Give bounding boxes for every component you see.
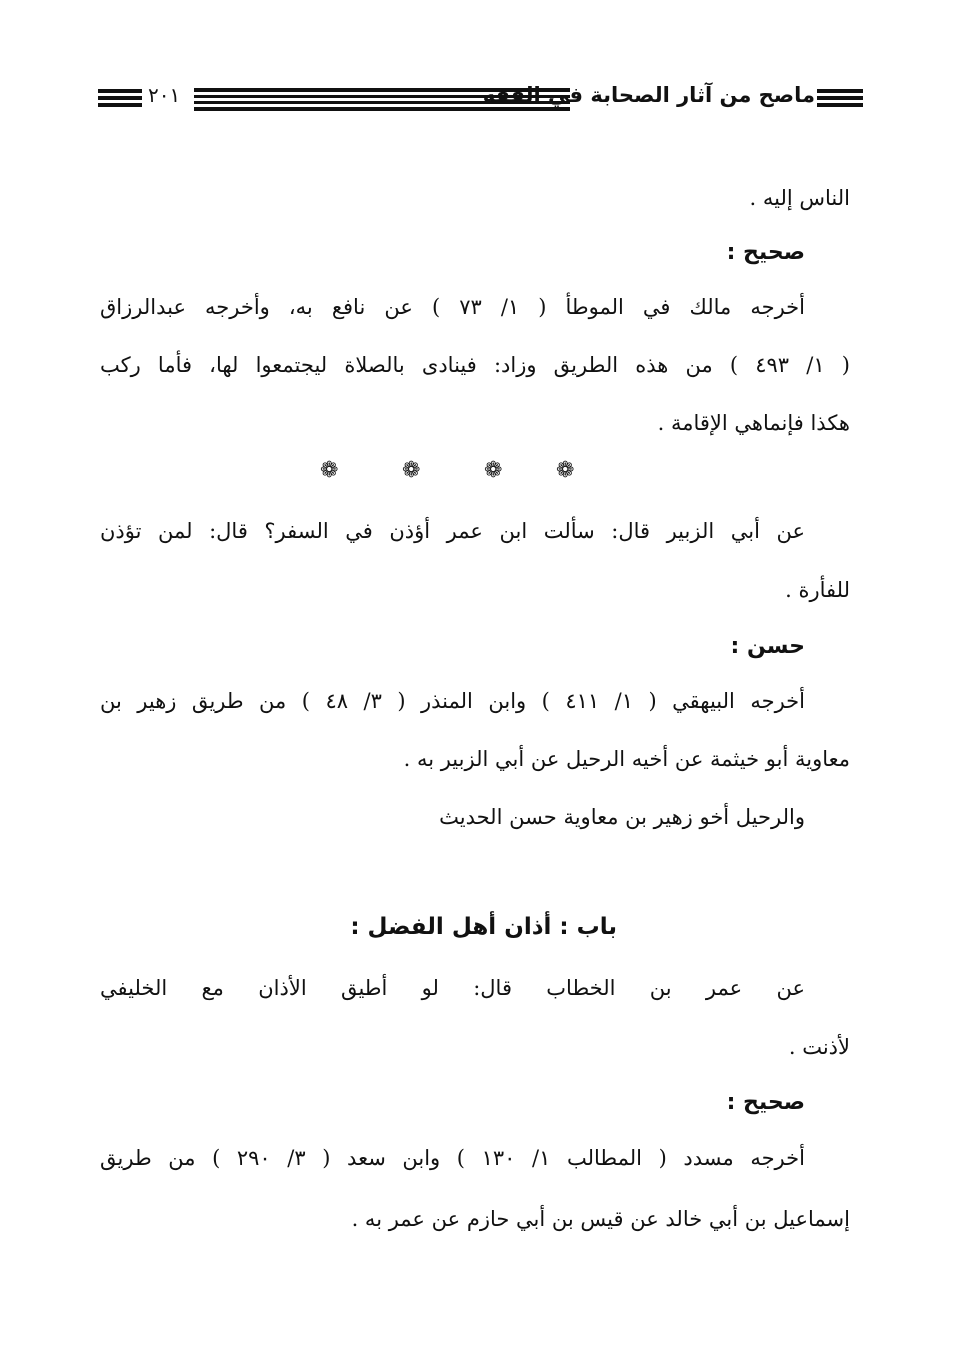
body-line: عن أبي الزبير قال: سألت ابن عمر أؤذن في السفر؟ قال: لمن تؤذن xyxy=(100,519,805,543)
header-rule xyxy=(817,96,863,100)
flower-ornament-icon: ❁ xyxy=(484,458,503,483)
body-line: إسماعيل بن أبي خالد عن قيس بن أبي حازم عن عمر به . xyxy=(351,1207,850,1231)
chapter-heading: باب : أذان أهل الفضل : xyxy=(350,914,617,940)
header-rule xyxy=(817,89,863,93)
header-rule xyxy=(817,103,863,107)
page-number: ٢٠١ xyxy=(148,83,181,107)
body-line: والرحيل أخو زهير بن معاوية حسن الحديث xyxy=(439,805,805,829)
body-line: ( ١/ ٤٩٣ ) من هذه الطريق وزاد: فينادى بالصلاة ليجتمعوا لها، فأما ركب xyxy=(100,353,850,377)
header-rule xyxy=(98,96,142,100)
header-rule xyxy=(98,89,142,93)
body-line: لأذنت . xyxy=(788,1035,850,1059)
body-line: هكذا فإنماهي الإقامة . xyxy=(657,411,850,435)
running-title: ماصح من آثار الصحابة في الفقه xyxy=(482,83,815,107)
body-line: معاوية أبو خيثمة عن أخيه الرحيل عن أبي الزبير به . xyxy=(403,747,850,771)
flower-ornament-icon: ❁ xyxy=(320,458,339,483)
body-line: أخرجه مسدد ( المطالب ١/ ١٣٠ ) وابن سعد ( ٣/ ٢٩٠ ) من طريق xyxy=(100,1146,805,1170)
body-line: أخرجه مالك في الموطأ ( ١/ ٧٣ ) عن نافع به، وأخرجه عبدالرزاق xyxy=(100,295,805,319)
flower-ornament-icon: ❁ xyxy=(556,458,575,483)
body-line: عن عمر بن الخطاب قال: لو أطيق الأذان مع الخليفي xyxy=(100,976,805,1000)
grading-heading: صحيح : xyxy=(726,1090,805,1115)
section-separator xyxy=(320,458,582,488)
flower-ornament-icon: ❁ xyxy=(402,458,421,483)
body-line: للفأرة . xyxy=(785,578,850,602)
grading-heading: حسن : xyxy=(730,634,805,659)
running-header xyxy=(98,80,863,114)
header-rule xyxy=(98,103,142,107)
body-line: الناس إليه . xyxy=(749,186,850,210)
grading-heading: صحيح : xyxy=(726,240,805,265)
body-line: أخرجه البيهقي ( ١/ ٤١١ ) وابن المنذر ( ٣/ ٤٨ ) من طريق زهير بن xyxy=(100,689,805,713)
